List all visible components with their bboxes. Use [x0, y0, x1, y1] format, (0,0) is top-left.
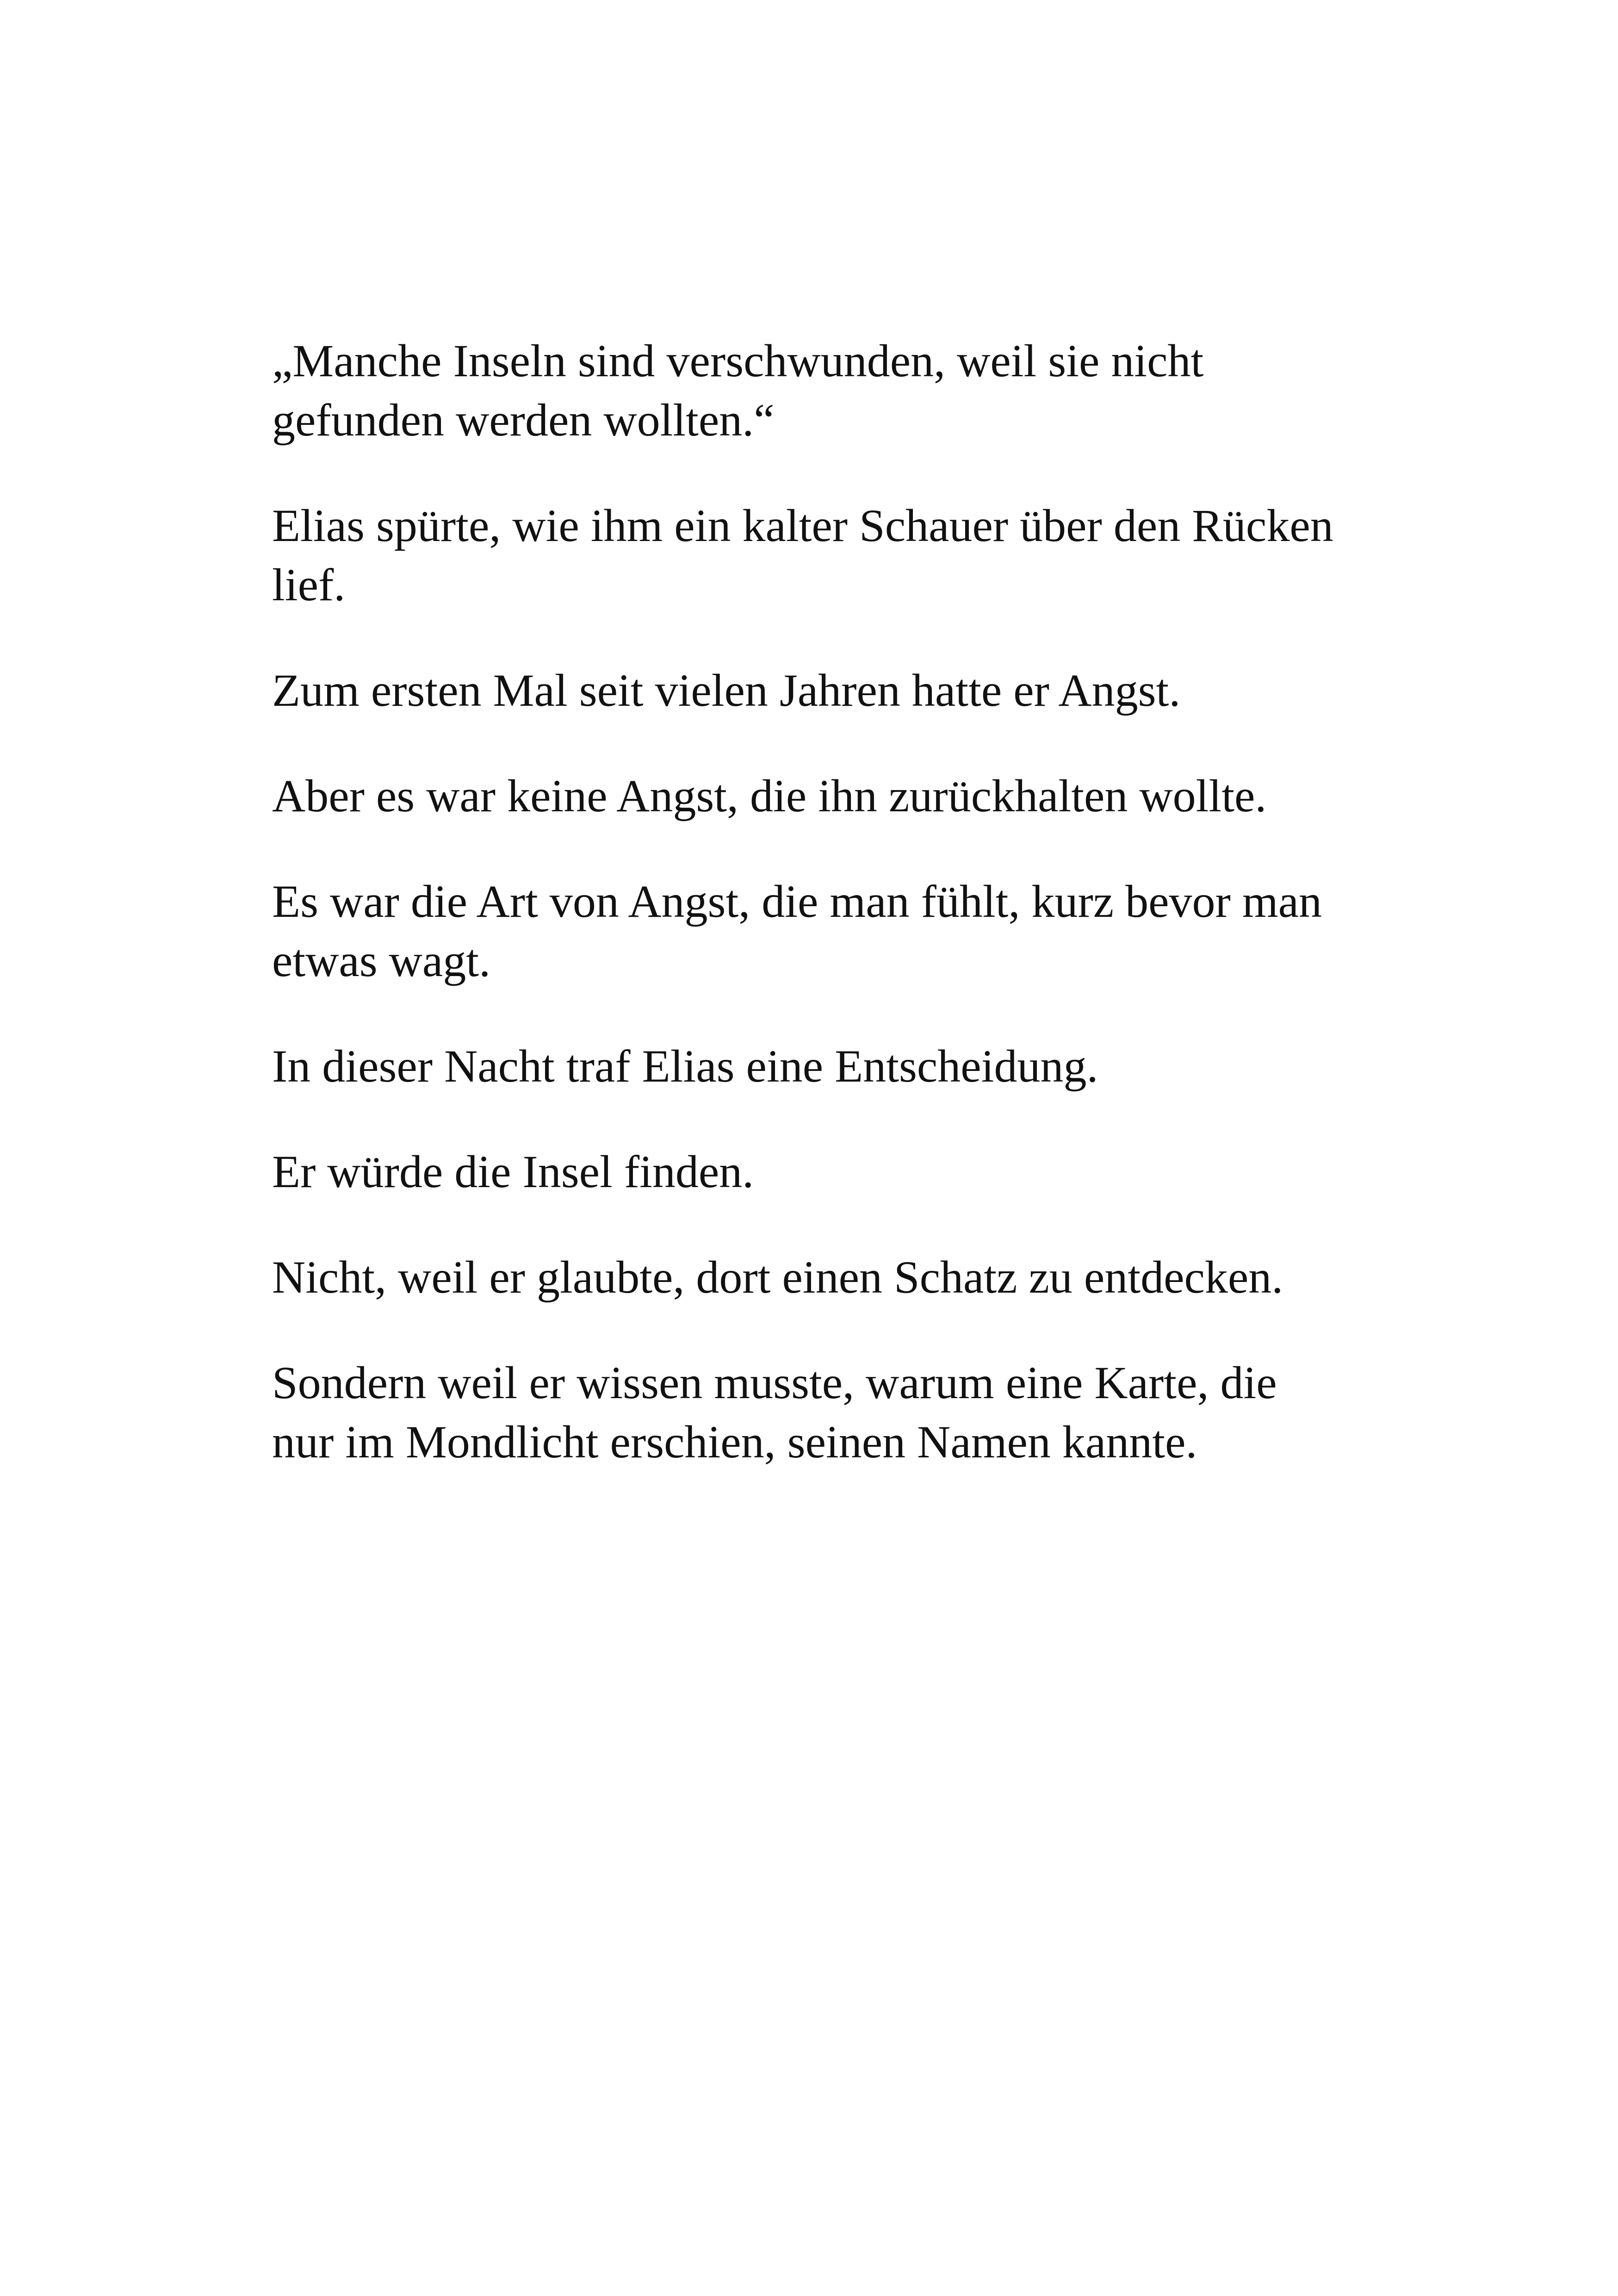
text-line: gefunden werden wollten.“: [272, 394, 775, 446]
paragraph-5: [272, 872, 1382, 990]
text-line: lief.: [272, 559, 346, 610]
paragraph-7: [272, 1142, 1382, 1201]
text-line: nur im Mondlicht erschien, seinen Namen kannte.: [272, 1416, 1197, 1468]
paragraph-1: [272, 331, 1382, 450]
body-text: [272, 331, 1382, 1472]
text-line: Aber es war keine Angst, die ihn zurückhalten wollte.: [272, 770, 1267, 821]
text-line: „Manche Inseln sind verschwunden, weil sie nicht: [272, 335, 1204, 386]
paragraph-6: [272, 1037, 1382, 1096]
text-line: Nicht, weil er glaubte, dort einen Schatz zu entdecken.: [272, 1251, 1283, 1303]
paragraph-2: [272, 496, 1382, 615]
text-line: Elias spürte, wie ihm ein kalter Schauer über den Rücken: [272, 500, 1333, 551]
paragraph-8: [272, 1248, 1382, 1307]
text-line: Es war die Art von Angst, die man fühlt, kurz bevor man: [272, 876, 1322, 927]
text-line: Er würde die Insel finden.: [272, 1146, 754, 1197]
text-line: Sondern weil er wissen musste, warum eine Karte, die: [272, 1357, 1277, 1408]
text-line: Zum ersten Mal seit vielen Jahren hatte er Angst.: [272, 665, 1181, 716]
paragraph-9: [272, 1353, 1382, 1472]
text-line: etwas wagt.: [272, 935, 491, 986]
paragraph-3: [272, 661, 1382, 720]
paragraph-4: [272, 766, 1382, 826]
text-line: In dieser Nacht traf Elias eine Entscheidung.: [272, 1040, 1098, 1092]
